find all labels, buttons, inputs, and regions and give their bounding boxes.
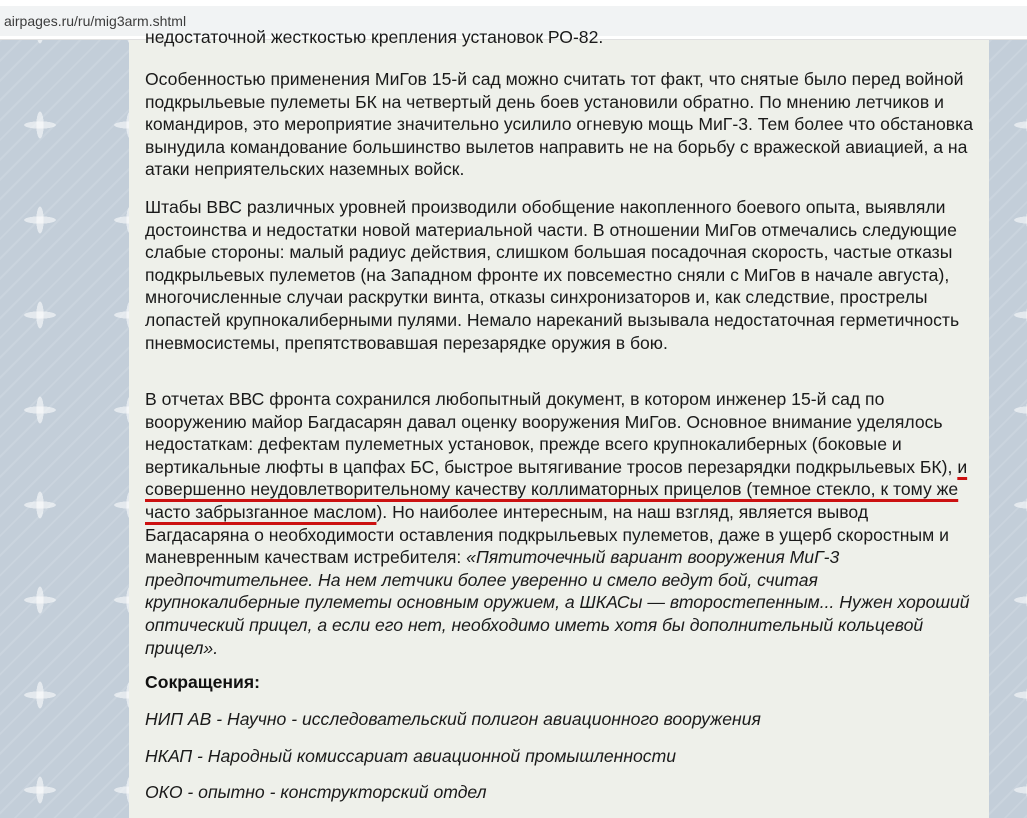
url-text: airpages.ru/ru/mig3arm.shtml	[4, 13, 187, 29]
article-content	[129, 27, 989, 818]
cut-off-line: недостаточной жесткостью крепления установок РО-82.	[145, 27, 604, 47]
paragraph-3-quote: «Пятиточечный вариант вооружения МиГ-3 предпочтительнее. На нем летчики более уверенно и смело ведут бой, считая крупнокалиберные пулеметы основным оружием, а ШКАСы — второстепенным... Нужен хороший оптический прицел, а если его нет, необходимо иметь хотя бы дополнительный кольцевой прицел».	[145, 547, 970, 658]
paragraph-3-mid: ). Но наиболее интересным, на наш взгляд, является вывод Багдасаряна о необходимости оставления подкрыльевых пулеметов, даже в ущерб скоростным и маневренным качествам истребителя:	[145, 501, 949, 568]
abbreviation-item: НКАП - Народный комиссариат авиационной промышленности	[145, 746, 677, 766]
paragraph-3-start: В отчетах ВВС фронта сохранился любопытный документ, в котором инженер 15-й сад по вооружению майор Багдасарян давал оценку вооружения МиГов. Основное внимание уделялось недостаткам: дефектам пулеметных установок, прежде всего крупнокалиберных (боковые и вертикальные люфты в цапфах БС, быстрое вытягивание тросов перезарядки подкрыльевых БК),	[145, 389, 958, 477]
abbreviation-item: НИП АВ - Научно - исследовательский полигон авиационного вооружения	[145, 709, 761, 729]
paragraph-2: Штабы ВВС различных уровней производили обобщение накопленного боевого опыта, выявляли достоинства и недостатки новой материальной части. В отношении МиГов отмечались следующие слабые стороны: малый радиус действия, слишком большая посадочная скорость, частые отказы подкрыльевых пулеметов (на Западном фронте их повсеместно сняли с МиГов в начале августа), многочисленные случаи раскрутки винта, отказы синхронизаторов и, как следствие, прострелы лопастей крупнокалиберными пулями. Немало нареканий вызывала недостаточная герметичность пневмосистемы, препятствовавшая перезарядке оружия в бою.	[145, 197, 960, 353]
abbreviations-title: Сокращения:	[145, 672, 260, 692]
paragraph-3	[145, 388, 975, 659]
abbreviation-item: ОКО - опытно - конструкторский отдел	[145, 782, 487, 802]
paragraph-1: Особенностью применения МиГов 15-й сад можно считать тот факт, что снятые было перед войной подкрыльевые пулеметы БК на четвертый день боев установили обратно. По мнению летчиков и командиров, это мероприятие значительно усилило огневую мощь МиГ-3. Тем более что обстановка вынудила командование большинство вылетов направить не на борьбу с вражеской авиацией, а на атаки неприятельских наземных войск.	[145, 69, 974, 180]
highlighted-text: и совершенно неудовлетворительному качеству коллиматорных прицелов (темное стекло, к тому же часто забрызганное маслом	[145, 456, 968, 522]
